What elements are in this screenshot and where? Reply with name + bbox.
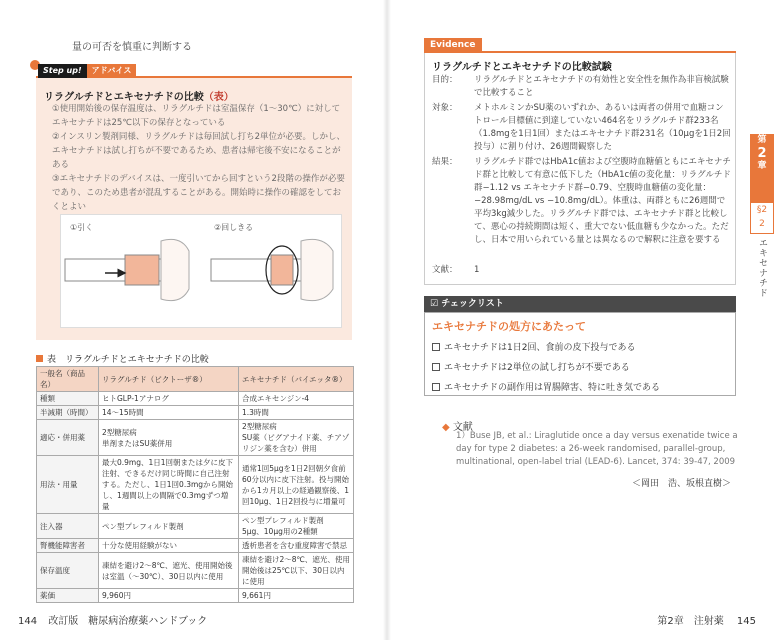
stepup-badge [38, 64, 136, 78]
table-cell: 凍結を避け2～8℃、遮光、使用開始後は25℃以下、30日以内に使用 [238, 553, 353, 589]
table-cell: 種類 [37, 392, 99, 406]
right-footer [657, 612, 756, 627]
reference-entry: 1）Buse JB, et al.: Liraglutide once a day versus exenatide twice a day for type 2 diabetes: a 26-week randomised, parallel-group, multinational, open-label trial (LEAD-6). Lancet, 374: 39-47, 2009 [456, 431, 738, 467]
evidence-tab: Evidence [424, 38, 482, 52]
table-cell: 注入器 [37, 514, 99, 539]
table-cell: 2型糖尿病 SU薬（ビグアナイド薬、チアゾリジン薬を含む）併用 [238, 420, 353, 456]
table-row [37, 589, 354, 603]
table-cell: 腎機能障害者 [37, 539, 99, 553]
table-cell: 薬価 [37, 589, 99, 603]
device-figure [60, 214, 342, 328]
figure-label-turn: ②回しきる [214, 223, 254, 232]
chapter-label: 第2章 注射薬 [657, 616, 724, 627]
table-cell: 14～15時間 [99, 406, 239, 420]
table-cell: ヒトGLP-1アナログ [99, 392, 239, 406]
evidence-title: リラグルチドとエキセナチドの比較試験 [432, 62, 612, 73]
table-row [37, 406, 354, 420]
table-row [37, 420, 354, 456]
diamond-icon: ◆ [442, 422, 453, 433]
check-icon: ☑ [430, 299, 442, 309]
author-credit: ＜岡田 浩、坂根直樹＞ [632, 479, 732, 489]
stepup-badge-sub: アドバイス [87, 64, 137, 78]
stepup-title: リラグルチドとエキセナチドの比較（表） [44, 92, 234, 103]
section-title: エキセナチド [757, 238, 767, 298]
checklist-item[interactable]: エキセナチドの副作用は胃腸障害、特に吐き気である [432, 380, 660, 393]
book-gutter [383, 0, 391, 640]
table-row [37, 539, 354, 553]
stepup-item: ②インスリン製剤同様、リラグルチドは毎回試し打ち2単位が必要。しかし、エキセナチドは試し打ちが不要であるため、患者は帰宅後不安になることがある [52, 132, 346, 170]
table-cell: 凍結を避け2～8℃、遮光、使用開始後は室温（～30℃）、30日以内に使用 [99, 553, 239, 589]
table-cell: 9,960円 [99, 589, 239, 603]
table-cell: 1.3時間 [238, 406, 353, 420]
table-cell: 十分な使用経験がない [99, 539, 239, 553]
references-heading: ◆ 文献 [442, 422, 473, 433]
evidence-row: 結果： リラグルチド群ではHbA1c値および空腹時血糖値ともにエキセナチド群と比較して有意に低下した（HbA1c値の変化量：リラグルチド群−1.12 vs エキセナチド群−0.79、空腹時血糖値の変化量：−28.98mg/dL vs −10.8mg/dL）。体重は、両群ともに26週間で平均3kg減少した。リラグルチド群では、エキセナチド群と比較して、悪心の持続期間は短く、重大でない低血糖も少なかった。ただし、日本で用いられている量とは異なるので解釈に注意を要する [432, 157, 731, 245]
table-caption: 表 リラグルチドとエキセナチドの比較 [36, 352, 209, 365]
table-cell: 9,661円 [238, 589, 353, 603]
checkbox-icon[interactable] [432, 383, 440, 391]
table-row [37, 392, 354, 406]
checklist-item[interactable]: エキセナチドは2単位の試し打ちが不要である [432, 360, 630, 373]
stepup-badge-label: Step up! [38, 64, 87, 78]
table-cell: 合成エキセンジン-4 [238, 392, 353, 406]
page-number: 145 [736, 616, 756, 627]
checklist-header: ☑ チェックリスト [424, 296, 736, 312]
table-cell: 2型糖尿病 単剤またはSU薬併用 [99, 420, 239, 456]
pen-illustration [61, 215, 343, 329]
table-row [37, 514, 354, 539]
checkbox-icon[interactable] [432, 343, 440, 351]
section-tab[interactable]: §2 2 [750, 202, 774, 234]
evidence-row: 目的： リラグルチドとエキセナチドの有効性と安全性を無作為非盲検試験で比較すること [432, 75, 729, 98]
table-header: リラグルチド（ビクトーザ®） [99, 367, 239, 392]
evidence-row: 対象： メトホルミンかSU薬のいずれか、あるいは両者の併用で血糖コントロール目標値に到達していない464名をリラグルチド群233名（1.8mgを1日1回）またはエキセナチド群231名（10μgを1日2回投与）に割り付け、26週間観察した [432, 103, 731, 152]
table-cell: 通常1回5μgを1日2回朝夕食前60分以内に皮下注射。投与開始から1カ月以上の経過観察後、1回10μg、1日2回投与に増量可 [238, 456, 353, 514]
page-number: 144 [18, 616, 38, 627]
table-header: エキセナチド（バイエッタ®） [238, 367, 353, 392]
table-cell: ペン型プレフィルド製剤 5μg、10μg用の2種類 [238, 514, 353, 539]
table-row [37, 553, 354, 589]
table-header: 一般名（商品名） [37, 367, 99, 392]
checklist-title: エキセナチドの処方にあたって [432, 320, 586, 333]
stepup-body [52, 102, 348, 214]
checkbox-icon[interactable] [432, 363, 440, 371]
table-cell: 透析患者を含む重度障害で禁忌 [238, 539, 353, 553]
table-cell: 保存温度 [37, 553, 99, 589]
table-cell: 半減期（時間） [37, 406, 99, 420]
stepup-item: ③エキセナチドのデバイスは、一度引いてから回すという2段階の操作が必要であり、このため患者が混乱することがある。開始時に操作の確認をしておくとよい [52, 174, 345, 212]
table-cell: 最大0.9mg、1日1回朝または夕に皮下注射、できるだけ同じ時間に自己注射する。ただし、1日1回0.3mgから開始し、1週間以上の間隔で0.3mgずつ増量 [99, 456, 239, 514]
book-title: 改訂版 糖尿病治療薬ハンドブック [48, 616, 208, 627]
table-cell: 用法・用量 [37, 456, 99, 514]
table-row [37, 456, 354, 514]
table-cell: 適応・併用薬 [37, 420, 99, 456]
evidence-row: 文献： 1 [432, 265, 480, 275]
table-cell: ペン型プレフィルド製剤 [99, 514, 239, 539]
intro-text: 量の可否を慎重に判断する [72, 42, 192, 53]
checklist-item[interactable]: エキセナチドは1日2回、食前の皮下投与である [432, 340, 635, 353]
stepup-item: ①使用開始後の保存温度は、リラグルチドは室温保存（1～30℃）に対してエキセナチドは25℃以下の保存となっている [52, 104, 341, 128]
chapter-tab[interactable]: 第 2 章 [750, 134, 774, 202]
table-header-row [37, 367, 354, 392]
comparison-table [36, 366, 354, 603]
figure-label-pull: ①引く [70, 223, 94, 232]
left-footer [18, 612, 207, 627]
